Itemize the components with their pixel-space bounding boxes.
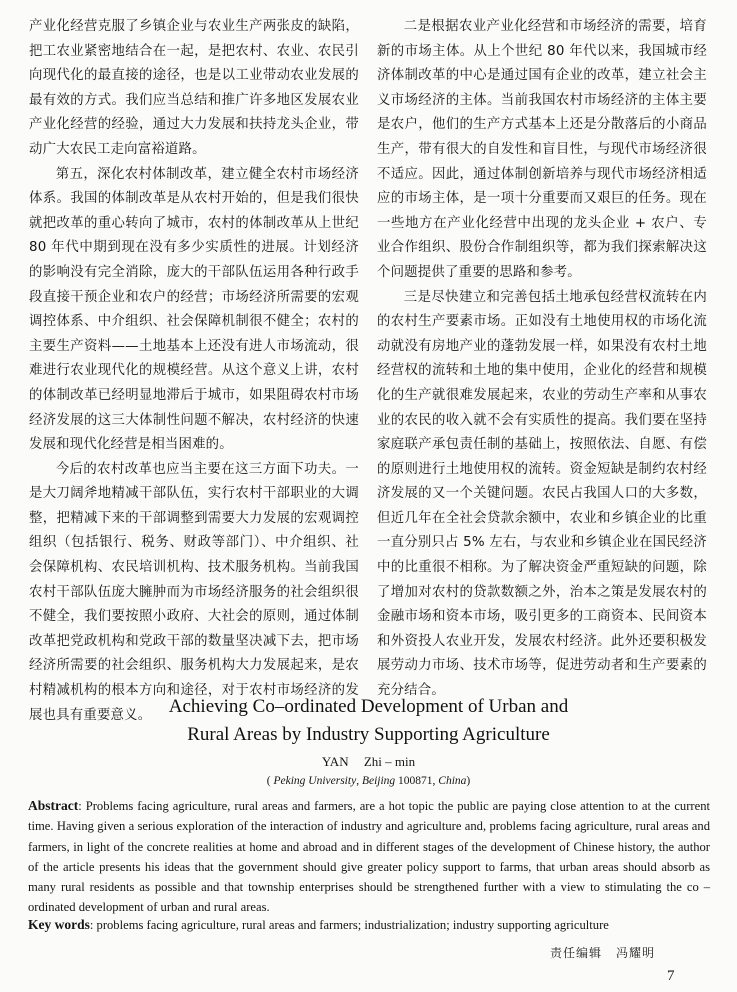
- author-given-name: Zhi – min: [363, 754, 416, 769]
- right-column: [377, 15, 707, 704]
- english-title-line-1: Achieving Co–ordinated Development of Urban and: [168, 696, 569, 717]
- editor-label: 责任编辑: [550, 946, 603, 960]
- affiliation-open: (: [266, 775, 274, 787]
- affiliation-close: ): [466, 775, 471, 787]
- abstract-label: Abstract: [28, 798, 79, 813]
- responsible-editor: [550, 944, 655, 961]
- left-column: [29, 15, 359, 728]
- page-number: 7: [667, 968, 675, 984]
- paragraph: 今后的农村改革也应当主要在这三方面下功夫。一是大刀阔斧地精减干部队伍，实行农村干部职业的大调整，把精减下来的干部调整到需要大力发展的宏观调控组织（包括银行、税务、财政等部门）、中介组织、社会保障机构、农民培训机构、技术服务机构。当前我国农村干部队伍庞大臃肿而为市场经济服务的社会组织很不健全，我们要按照小政府、大社会的原则，通过体制改革把党政机构和党政干部的数量坚决减下去，把市场经济所需要的社会组织、服务机构大力发展起来，是农村精减机构的根本方向和途径，对于农村市场经济的发展也具有重要意义。: [29, 461, 359, 723]
- affiliation-sep: ,: [356, 775, 362, 787]
- paragraph: 二是根据农业产业化经营和市场经济的需要，培育新的市场主体。从上个世纪 80 年代以来，我国城市经济体制改革的中心是通过国有企业的改革，建立社会主义市场经济的主体。当前我国农村市场经济的主体主要是农户，他们的生产方式基本上还是分散落后的小商品生产，带有很大的自发性和盲目性，与现代市场经济很不适应。因此，通过体制创新培养与现代市场经济相适应的市场主体，是一项十分重要而又艰巨的任务。现在一些地方在产业化经营中出现的龙头企业 + 农户、专业合作组织、股份合作制组织等，都为我们探索解决这个问题提供了重要的思路和参考。: [377, 19, 707, 280]
- keywords-label: Key words: [28, 917, 90, 932]
- paragraph: 三是尽快建立和完善包括土地承包经营权流转在内的农村生产要素市场。正如没有土地使用权的市场化流动就没有房地产业的蓬勃发展一样，如果没有农村土地经营权的流转和土地的集中使用，企业化的经营和规模化的生产就很难发展起来，农业的劳动生产率和从事农业的农民的收入就不会有实质性的提高。我们要在坚持家庭联产承包责任制的基础上，按照依法、自愿、有偿的原则进行土地使用权的流转。资金短缺是制约农村经济发展的又一个关键问题。农民占我国人口的大多数，但近几年在全社会贷款余额中，农业和乡镇企业的比重一直分别只占 5% 左右，与农业和乡镇企业在国民经济中的比重很不相称。为了解决资金严重短缺的问题，除了增加对农村的贷款数额之外，治本之策是发展农村的金融市场和资本市场，吸引更多的工商资本、民间资本和外资投人农业开发，发展农村经济。此外还要积极发展劳动力市场、技术市场等，促进劳动者和生产要素的充分结合。: [377, 289, 707, 699]
- affiliation-university: Peking University: [273, 775, 357, 787]
- author: [0, 754, 737, 770]
- editor-name: 冯耀明: [616, 946, 656, 960]
- paragraph: 产业化经营克服了乡镇企业与农业生产两张皮的缺陷，把工农业紧密地结合在一起，是把农村、农业、农民引向现代化的最直接的途径，也是以工业带动农业发展的最有效的方式。我们应当总结和推广许多地区发展农业产业化经营的经验，通过大力发展和扶持龙头企业，带动广大农民工走向富裕道路。: [29, 19, 359, 157]
- affiliation-country: China: [438, 775, 467, 787]
- paragraph: 第五，深化农村体制改革，建立健全农村市场经济体系。我国的体制改革是从农村开始的，但是我们很快就把改革的重心转向了城市，农村的体制改革从上世纪 80 年代中期到现在没有多少实质性的进展。计划经济的影响没有完全消除，庞大的干部队伍运用各种行政手段直接干预企业和农户的经营；市场经济所需要的宏观调控体系、中介组织、社会保障机制很不健全；农村的主要生产资料——土地基本上还没有进人市场流动，很难进行农业现代化的规模经营。从这个意义上讲，农村的体制改革已经明显地滞后于城市，如果阻碍农村市场经济发展的这三大体制性问题不解决，农村经济的快速发展和现代化经营是相当困难的。: [29, 166, 359, 453]
- author-family-name: YAN: [321, 754, 349, 769]
- affiliation-postcode: 100871,: [395, 775, 439, 787]
- keywords-text: : problems facing agriculture, rural areas and farmers; industrialization; industry supporting agriculture: [89, 918, 609, 932]
- affiliation: [0, 775, 737, 787]
- keywords: [28, 917, 710, 933]
- english-title-line-2: Rural Areas by Industry Supporting Agriculture: [187, 724, 550, 745]
- affiliation-city: Beijing: [361, 775, 396, 787]
- abstract: [28, 796, 710, 918]
- abstract-text: : Problems facing agriculture, rural areas and farmers, are a hot topic the public are paying close attention to at the current time. Having given a serious exploration of the interaction of industry and agriculture and, problems facing agriculture, rural areas and farmers, in light of the concrete realities at home and abroad and in different stages of the development of Chinese history, the author of the article presents his ideas that the government should give greater policy support to farms, that urban areas should absorb as many rural residents as possible and that township enterprises should be strengthened further with a view to stimulating the co – ordinated development of urban and rural areas.: [28, 799, 710, 915]
